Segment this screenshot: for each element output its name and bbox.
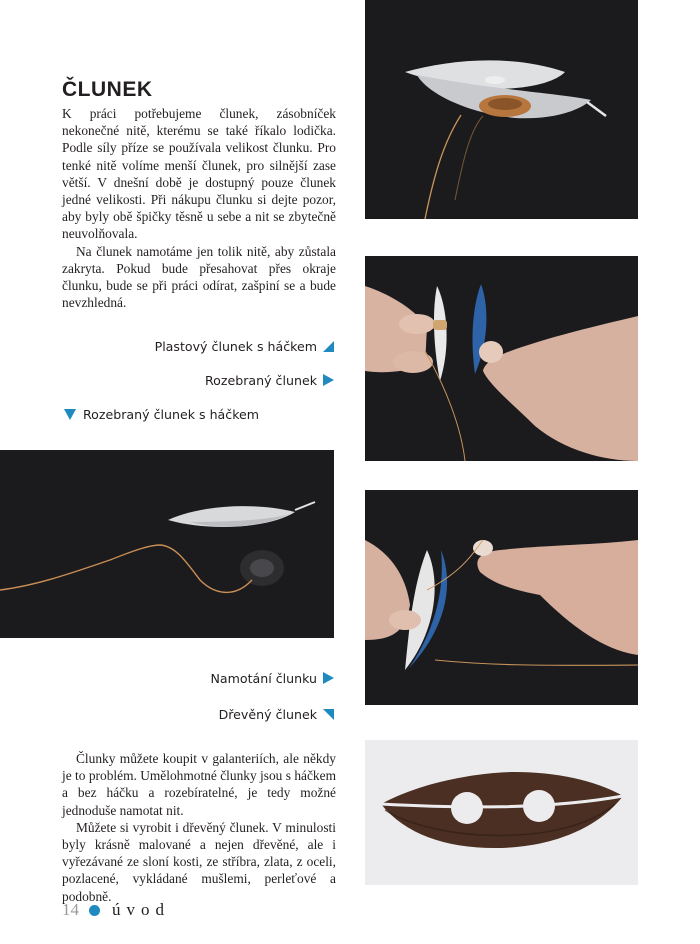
outro-text [62,750,336,905]
caption-label: Rozebraný člunek [204,372,317,388]
photo-disassembled-shuttle-hook [0,450,334,638]
photo-wooden-shuttle [365,740,638,885]
triangle-down-icon [64,409,76,420]
caption-label: Namotání člunku [210,670,317,686]
intro-paragraph-1: K práci potřebujeme člunek, zásobníček nekonečné nitě, kterému se také říkalo lodička. Podle síly příze se používala velikost člunku. Pro tenké nitě volíme menší člunek, pro silnější zase větší. V dnešní době je dostupný pouze člunek jedné velikosti. Při nákupu člunku si dejte pozor, aby byly obě špičky těsně u sebe a nit se zbytečně neuvolňovala. [62,106,336,242]
photo-disassembled-shuttle [365,256,638,461]
triangle-right-icon [323,374,334,386]
caption-label: Plastový člunek s háčkem [154,338,317,354]
photo-plastic-shuttle [365,0,638,219]
caption-winding-shuttle [210,669,334,687]
caption-plastic-shuttle [155,337,334,355]
caption-label: Rozebraný člunek s háčkem [83,406,260,422]
outro-paragraph-1: Člunky můžete koupit v galanteriích, ale někdy je to problém. Umělohmotné člunky jsou s háčkem a bez háčku a rozebíratelné, je tedy možné jednoduše namotat nit. [62,751,336,818]
triangle-right-icon [323,672,334,684]
section-heading: ČLUNEK [62,78,153,101]
corner-triangle-icon [323,709,334,720]
caption-label: Dřevěný člunek [218,706,317,722]
dot-icon [89,905,100,916]
page-number: 14 [62,900,79,919]
page-footer [62,898,170,922]
caption-disassembled-shuttle [205,371,334,389]
intro-text [62,105,336,311]
caption-wooden-shuttle [219,705,334,723]
photo-winding-shuttle [365,490,638,705]
intro-paragraph-2: Na člunek namotáme jen tolik nitě, aby zůstala zakryta. Pokud bude přesahovat přes okraje člunku, bude se při práci odírat, zašpiní se a bude nevzhledná. [62,243,336,311]
section-label: úvod [112,900,170,919]
caption-disassembled-shuttle-hook [64,405,259,423]
corner-triangle-icon [323,341,334,352]
outro-paragraph-2: Můžete si vyrobit i dřevěný člunek. V minulosti byly krásně malované a nejen dřevěné, ale i vyřezávané ze sloní kosti, ze stříbra, zlata, z oceli, pozlacené, vykládané mušlemi, perleťové a podobně. [62,819,336,904]
